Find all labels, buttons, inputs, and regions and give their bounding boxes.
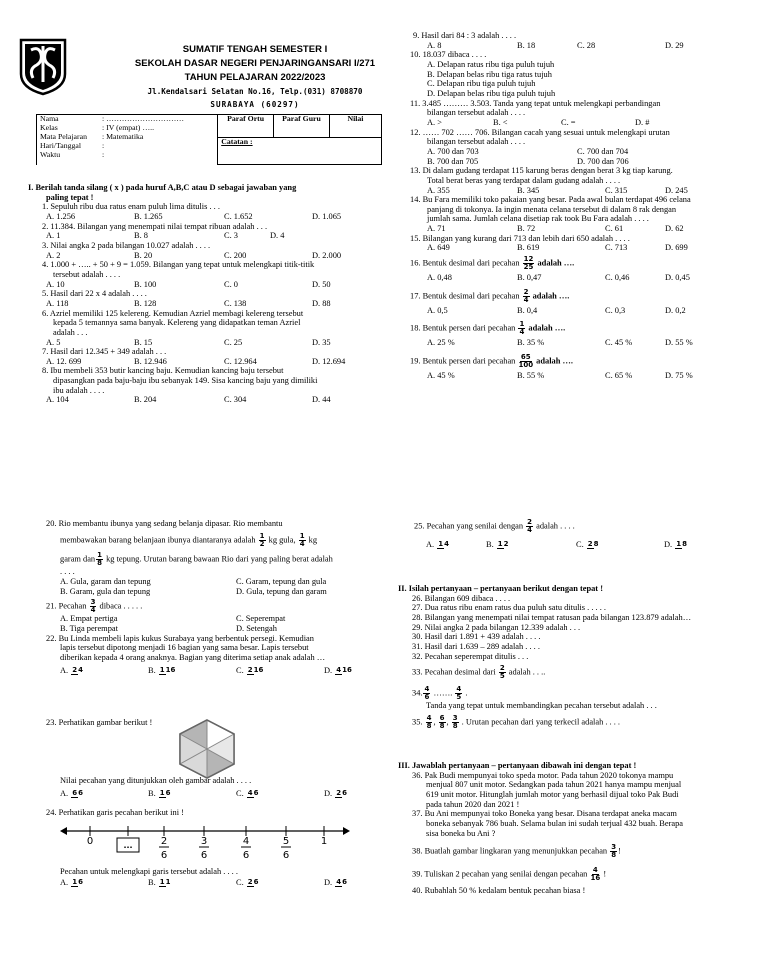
- question-24-text-2: Pecahan untuk melengkapi garis tersebut adalah . . . .: [60, 867, 238, 876]
- option-b[interactable]: B. 700 dan 705: [427, 156, 479, 166]
- question-text: 13. Di dalam gudang terdapat 115 karung beras dengan berat 3 kg tiap karung.: [410, 166, 673, 176]
- option-b[interactable]: B. 100: [134, 279, 157, 289]
- question-12: [410, 128, 750, 167]
- question-7: [28, 347, 374, 366]
- question-text: 2. 11.384. Bilangan yang menempati nilai tempat ribuan adalah . . .: [42, 221, 268, 231]
- option-c[interactable]: C. 46: [236, 789, 259, 798]
- paraf-ortu-cell[interactable]: Paraf Ortu: [218, 115, 274, 138]
- question-39: 39. Tuliskan 2 pecahan yang senilai dengan pecahan $\frac{4}{16}$ !: [412, 866, 607, 883]
- option-a[interactable]: A. 1: [46, 231, 61, 241]
- question-text-2: tersebut adalah . . . .: [53, 269, 121, 279]
- question-6: [28, 309, 374, 348]
- question-text: 25. Pecahan yang senilai dengan: [414, 521, 524, 531]
- option-a[interactable]: A. 118: [46, 298, 69, 308]
- waktu-label: Waktu: [40, 149, 61, 159]
- option-a[interactable]: A. 1.256: [46, 211, 76, 221]
- question-34-text-2: Tanda yang tepat untuk membandingkan pecahan tersebut adalah . . .: [426, 701, 657, 711]
- option-a[interactable]: A. 0,5: [427, 305, 448, 315]
- option-c[interactable]: C. 304: [224, 395, 247, 405]
- option-d[interactable]: D. 18: [664, 540, 687, 549]
- option-c[interactable]: C. 28: [576, 540, 599, 549]
- question-33: 33. Pecahan desimal dari $\frac{2}{5}$ adalah . . ..: [412, 664, 546, 681]
- option-b[interactable]: B. Tiga perempat: [60, 624, 118, 634]
- option-b[interactable]: B. 35 %: [517, 338, 545, 348]
- question-text: 18. Bentuk persen dari pecahan: [410, 323, 516, 333]
- fraction: $\frac{2}{4}$: [527, 518, 533, 534]
- hexagon-figure: [178, 718, 236, 780]
- question-text: 15. Bilangan yang kurang dari 713 dan lebih dari 650 adalah . . . .: [410, 233, 630, 243]
- question-text: 5. Hasil dari 22 x 4 adalah . . . .: [42, 289, 147, 299]
- option-d[interactable]: D. Delapan belas ribu tiga puluh tujuh: [427, 88, 556, 98]
- section-1-title-2: paling tepat !: [46, 192, 94, 202]
- school-year: TAHUN PELAJARAN 2022/2023: [184, 72, 326, 83]
- option-a[interactable]: A. 66: [60, 789, 83, 798]
- question-text: 3. Nilai angka 2 pada bilangan 10.027 adalah . . . .: [42, 240, 211, 250]
- fraction: $\frac{65}{100}$: [518, 353, 534, 370]
- option-c[interactable]: C. 3: [224, 231, 238, 241]
- mapel-field: : Matematika: [102, 131, 144, 141]
- question-28: 28. Bilangan yang menempati nilai tempat ratusan pada bilangan 123.879 adalah…: [412, 612, 692, 622]
- question-21: [46, 599, 370, 633]
- option-a[interactable]: A. >: [427, 117, 442, 127]
- question-40: 40. Rubahlah 50 % kedalam bentuk pecahan biasa !: [412, 886, 586, 896]
- kelas-field[interactable]: : IV (empat) …..: [102, 122, 155, 132]
- option-b[interactable]: B. 12.946: [134, 356, 167, 366]
- question-15: [410, 234, 750, 253]
- fraction-eighth: $\frac{1}{8}$: [97, 551, 102, 568]
- option-d[interactable]: D. 0,45: [665, 273, 690, 283]
- question-tail: adalah ….: [528, 323, 566, 333]
- question-13: [410, 166, 750, 195]
- option-a[interactable]: A. 10: [46, 279, 65, 289]
- option-d[interactable]: D. 699: [665, 243, 688, 253]
- question-text-3: diberikan kepada 4 orang anaknya. Bagian yang diterima setiap anak adalah …: [60, 653, 326, 663]
- option-b[interactable]: B. 18: [517, 40, 536, 50]
- question-text-3: jumlah sama. Jumlah celana disetiap rak took Bu Fara adalah . . . .: [427, 214, 649, 224]
- fraction: $\frac{12}{25}$: [523, 255, 534, 272]
- question-10: [410, 50, 750, 98]
- option-a[interactable]: A. Empat pertiga: [60, 614, 118, 624]
- option-c[interactable]: C. 1.652: [224, 211, 253, 221]
- option-b[interactable]: B. 15: [134, 337, 153, 347]
- option-c[interactable]: C. =: [561, 117, 576, 127]
- number-line-label: 4: [242, 836, 250, 847]
- option-d[interactable]: D. 50: [312, 279, 331, 289]
- option-b[interactable]: B. 55 %: [517, 371, 545, 381]
- option-c[interactable]: C. 200: [224, 250, 247, 260]
- option-b[interactable]: B. 204: [134, 395, 157, 405]
- question-3: [28, 241, 374, 260]
- waktu-field[interactable]: :: [102, 149, 105, 159]
- option-c[interactable]: C. 700 dan 704: [577, 146, 629, 156]
- right-column-bottom: [414, 519, 754, 550]
- option-a[interactable]: A. 14: [426, 540, 449, 549]
- question-11: [410, 99, 750, 128]
- arrow-right-icon: [343, 827, 350, 835]
- number-line: [60, 822, 350, 864]
- fraction: $\frac{3}{4}$: [90, 598, 96, 615]
- question-5: [28, 289, 374, 308]
- question-22: [46, 634, 370, 676]
- question-tail: adalah . . . .: [536, 521, 575, 531]
- question-text: 8. Ibu membeli 353 butir kancing baju. Kemudian kancing baju tersebut: [42, 366, 284, 376]
- option-b[interactable]: B. 8: [134, 231, 148, 241]
- option-c[interactable]: C. 0,3: [605, 305, 626, 315]
- question-tail: adalah ….: [536, 356, 573, 366]
- option-d[interactable]: D. 0,2: [665, 305, 686, 315]
- question-text: 12. …… 702 …… 706. Bilangan cacah yang sesuai untuk melengkapi urutan: [410, 127, 670, 137]
- option-c[interactable]: C. 25: [224, 337, 243, 347]
- section-2: [398, 584, 758, 730]
- question-8: [28, 366, 374, 405]
- option-c[interactable]: C. 26: [236, 878, 259, 887]
- question-16: [410, 256, 750, 283]
- school-city: SURABAYA (60297): [210, 100, 300, 109]
- question-19: [410, 354, 750, 381]
- paraf-guru-cell[interactable]: Paraf Guru: [274, 115, 330, 138]
- option-a[interactable]: A. 12. 699: [46, 356, 82, 366]
- option-b[interactable]: B. 128: [134, 298, 157, 308]
- option-b[interactable]: B. 1.265: [134, 211, 163, 221]
- option-c[interactable]: C. Seperempat: [236, 614, 286, 624]
- right-column-top: [410, 31, 750, 381]
- question-text: 4. 1.000 + ….. + 50 + 9 = 1.059. Bilangan yang tepat untuk melengkapi titik-titik: [42, 260, 315, 270]
- question-25: [414, 519, 754, 550]
- option-d[interactable]: D. 2.000: [312, 250, 342, 260]
- option-b[interactable]: B. Delapan belas ribu tiga ratus tujuh: [427, 69, 552, 79]
- option-d[interactable]: D. Setengah: [236, 624, 277, 634]
- option-a[interactable]: A. 8: [427, 40, 442, 50]
- option-b[interactable]: B. <: [493, 117, 508, 127]
- nama-label: Nama: [40, 114, 59, 123]
- question-text-2: bilangan tersebut adalah . . . .: [427, 108, 526, 118]
- number-line-denominator: 6: [160, 850, 168, 861]
- option-a[interactable]: A. 24: [60, 665, 83, 675]
- question-37: 37. Bu Ani mempunyai toko Boneka yang besar. Disana terdapat aneka macam boneka sebanyak 786 buah. Selama bulan ini sudah terjual 432 buah. Berapa sisa boneka bu Ani ?: [412, 809, 683, 838]
- catatan-cell[interactable]: Catatan :: [218, 138, 382, 165]
- option-d[interactable]: D. 44: [312, 395, 331, 405]
- question-text: 21. Pecahan: [46, 601, 87, 611]
- option-c[interactable]: C. Garam, tepung dan gula: [236, 577, 327, 587]
- left-column-top: [28, 183, 374, 405]
- question-27: 27. Dua ratus ribu enam ratus dua puluh satu ditulis . . . . .: [412, 603, 606, 613]
- section-2-title: II. Isilah pertanyaan – pertanyaan berikut dengan tepat !: [398, 584, 603, 593]
- option-b[interactable]: B. 0,47: [517, 273, 542, 283]
- hari-field[interactable]: :: [102, 140, 105, 150]
- option-c[interactable]: C. 315: [605, 185, 628, 195]
- question-29: 29. Nilai angka 2 pada bilangan 12.339 adalah . . .: [412, 622, 581, 632]
- q20-line-1: 20. Rio membantu ibunya yang sedang belanja dipasar. Rio membantu: [46, 519, 283, 528]
- number-line-label: 2: [160, 836, 168, 847]
- question-24-options: [60, 878, 348, 888]
- number-line-denominator: 6: [282, 850, 290, 861]
- option-c[interactable]: C. 0: [224, 279, 238, 289]
- school-title-1: SUMATIF TENGAH SEMESTER I: [182, 44, 328, 55]
- option-c[interactable]: C. 713: [605, 243, 628, 253]
- option-d[interactable]: D. 4: [270, 231, 285, 241]
- option-b[interactable]: B. 12: [486, 540, 509, 549]
- option-d[interactable]: D. 35: [312, 337, 331, 347]
- question-text-3: ibu adalah . . . .: [53, 385, 105, 395]
- number-line-denominator: 6: [200, 850, 208, 861]
- option-d[interactable]: D. 26: [324, 789, 347, 798]
- number-line-label: ...: [123, 841, 133, 850]
- option-c[interactable]: C. 65 %: [605, 371, 633, 381]
- question-31: 31. Hasil dari 1.639 – 289 adalah . . . .: [412, 641, 540, 651]
- option-a[interactable]: A. Gula, garam dan tepung: [60, 577, 151, 587]
- question-text: 14. Bu Fara memiliki toko pakaian yang besar. Pada awal bulan terdapat 496 celana: [410, 195, 691, 205]
- question-text-2: lapis tersebut dipotong menjadi 16 bagian yang sama besar. Lapis tersebut: [60, 643, 309, 653]
- mapel-label: Mata Pelajaran: [40, 131, 87, 141]
- question-18: [410, 321, 750, 348]
- option-c[interactable]: C. 138: [224, 298, 247, 308]
- question-1: [28, 202, 374, 221]
- question-text-2: dipasangkan pada baju-baju ibu sebanyak 149. Sisa kancing baju yang dimiliki: [53, 376, 318, 386]
- question-text: 7. Hasil dari 12.345 + 349 adalah . . .: [42, 347, 167, 357]
- option-a[interactable]: A. 0,48: [427, 273, 452, 283]
- question-text: 17. Bentuk desimal dari pecahan: [410, 291, 520, 301]
- question-36: 36. Pak Budi mempunyai toko speda motor. Pada tahun 2020 tokonya mampu menjual 807 unit motor. Sedangkan pada tahun 2021 hanya mampu menjual 619 unit motor. Hitunglah jumlah motor yang berhasil dijual toko Pak Budi pada tahun 2020 dan 2021 !: [412, 770, 682, 809]
- option-a[interactable]: A. 104: [46, 395, 69, 405]
- kelas-label: Kelas: [40, 122, 58, 132]
- option-a[interactable]: A. 5: [46, 337, 61, 347]
- question-text-2: Total berat beras yang terdapat dalam gudang adalah . . . .: [427, 175, 621, 185]
- number-line-label: 0: [86, 836, 94, 847]
- option-c[interactable]: C. 28: [577, 40, 596, 50]
- question-text: 10. 18.037 dibaca . . . .: [410, 50, 487, 60]
- school-address: Jl.Kendalsari Selatan No.16, Telp.(031) 8708870: [147, 87, 363, 96]
- option-d[interactable]: D. 29: [665, 40, 684, 50]
- question-text: 1. Sepuluh ribu dua ratus enam puluh lima ditulis . . .: [42, 202, 220, 212]
- question-34: 34. $\frac{4}{6}$ ……. $\frac{4}{5}$ .: [412, 685, 468, 702]
- option-c[interactable]: C. 216: [236, 665, 264, 675]
- section-1-title: I. Berilah tanda silang ( x ) pada huruf A,B,C atau D sebagai jawaban yang: [28, 183, 297, 192]
- option-a[interactable]: A. 2: [46, 250, 61, 260]
- left-column-bottom: [46, 519, 370, 675]
- option-b[interactable]: B. 619: [517, 243, 540, 253]
- fraction-half: $\frac{1}{2}$: [259, 532, 265, 549]
- option-a[interactable]: A. 700 dan 703: [427, 146, 479, 156]
- question-text-2: kepada 5 temannya sama banyak. Kelereng yang didapatkan teman Azriel: [53, 318, 301, 328]
- option-a[interactable]: A. 649: [427, 243, 450, 253]
- q20-line-4: . . . .: [60, 567, 75, 577]
- number-line-label: 5: [282, 836, 290, 847]
- option-d[interactable]: D. 88: [312, 298, 331, 308]
- question-23-text: 23. Perhatikan gambar berikut !: [46, 718, 153, 727]
- nilai-cell[interactable]: Nilai: [329, 115, 381, 138]
- fraction: $\frac{1}{4}$: [519, 320, 525, 337]
- option-d[interactable]: D. 75 %: [665, 371, 693, 381]
- question-17: [410, 289, 750, 316]
- option-c[interactable]: C. 0,46: [605, 273, 630, 283]
- student-info-table: [36, 114, 382, 165]
- option-a[interactable]: A. 25 %: [427, 338, 455, 348]
- question-text: 19. Bentuk persen dari pecahan: [410, 356, 516, 366]
- question-text: 9. Hasil dari 84 : 3 adalah . . . .: [413, 31, 517, 40]
- option-a[interactable]: A. 16: [60, 878, 83, 887]
- question-23-options: [60, 789, 348, 799]
- question-tail: adalah ….: [532, 291, 570, 301]
- question-text: 16. Bentuk desimal dari pecahan: [410, 258, 520, 268]
- option-d[interactable]: D. 700 dan 706: [577, 156, 629, 166]
- option-b[interactable]: B. 11: [148, 878, 171, 887]
- question-tail: adalah ….: [537, 258, 575, 268]
- question-14: [410, 195, 750, 234]
- nama-field[interactable]: : …………………………: [102, 114, 185, 123]
- q20-line-2: membawakan barang belanjaan ibunya diantaranya adalah $\frac{1}{2}$ kg gula, $\frac{1}{4}$ kg: [60, 532, 318, 549]
- option-a[interactable]: A. 71: [427, 224, 446, 234]
- question-24-text: 24. Perhatikan garis pecahan berikut ini !: [46, 808, 184, 817]
- number-line-denominator: 6: [242, 850, 250, 861]
- question-text-2: panjang di tokonya. Ia ingin menata celana tersebut di dalam 8 rak dengan: [427, 204, 677, 214]
- option-b[interactable]: B. Garam, gula dan tepung: [60, 586, 151, 596]
- school-title-2: SEKOLAH DASAR NEGERI PENJARINGANSARI I/271: [134, 58, 376, 69]
- option-b[interactable]: B. 72: [517, 224, 536, 234]
- question-text: 6. Azriel memiliki 125 kelereng. Kemudian Azriel membagi kelereng tersebut: [42, 308, 304, 318]
- number-line-label: 3: [200, 836, 208, 847]
- fraction: $\frac{2}{4}$: [523, 287, 529, 304]
- hari-label: Hari/Tanggal: [40, 140, 82, 150]
- question-text: 11. 3.485 ……… 3.503. Tanda yang tepat untuk melengkapi perbandingan: [410, 98, 661, 108]
- question-23-text-2: Nilai pecahan yang ditunjukkan oleh gambar adalah . . . .: [60, 776, 252, 785]
- question-2: [28, 222, 374, 241]
- option-b[interactable]: B. 0,4: [517, 305, 538, 315]
- option-a[interactable]: A. 45 %: [427, 371, 455, 381]
- question-38: 38. Buatlah gambar lingkaran yang menunjukkan pecahan $\frac{3}{8}$ !: [412, 843, 621, 860]
- option-b[interactable]: B. 20: [134, 250, 153, 260]
- option-c[interactable]: C. 61: [605, 224, 624, 234]
- section-3-title: III. Jawablah pertanyaan – pertanyaan dibawah ini dengan tepat !: [398, 761, 637, 770]
- question-20: [46, 519, 370, 596]
- option-d[interactable]: D. 245: [665, 185, 688, 195]
- option-d[interactable]: D. 1.065: [312, 211, 342, 221]
- option-d[interactable]: D. 416: [324, 665, 352, 675]
- section-3: [398, 761, 758, 896]
- option-d[interactable]: D. 12.694: [312, 356, 346, 366]
- option-b[interactable]: B. 116: [148, 665, 176, 675]
- fraction-quarter: $\frac{1}{4}$: [299, 532, 305, 549]
- question-text-3: adalah . . .: [53, 327, 88, 337]
- question-32: 32. Pecahan seperempat ditulis . . .: [412, 651, 529, 661]
- option-d[interactable]: D. 62: [665, 224, 684, 234]
- question-35: 35. $\frac{4}{8}$ , $\frac{6}{8}$ , $\frac{3}{8}$ . Urutan pecahan dari yang terkecil adalah . . . .: [412, 713, 621, 730]
- option-c[interactable]: C. Delapan ribu tiga puluh tujuh: [427, 79, 536, 89]
- option-a[interactable]: A. 355: [427, 185, 450, 195]
- question-text-2: bilangan tersebut adalah . . . .: [427, 137, 526, 147]
- question-9: [410, 31, 750, 50]
- option-d[interactable]: D. 55 %: [665, 338, 693, 348]
- question-tail: dibaca . . . . .: [99, 601, 143, 611]
- option-d[interactable]: D. #: [635, 117, 650, 127]
- option-c[interactable]: C. 12.964: [224, 356, 257, 366]
- option-b[interactable]: B. 16: [148, 789, 171, 798]
- arrow-left-icon: [60, 827, 67, 835]
- question-text: 22. Bu Linda membeli lapis kukus Surabaya yang berbentuk persegi. Kemudian: [46, 633, 314, 643]
- option-a[interactable]: A. Delapan ratus ribu tiga puluh tujuh: [427, 59, 555, 69]
- option-b[interactable]: B. 345: [517, 185, 540, 195]
- option-d[interactable]: D. 46: [324, 878, 347, 887]
- question-26: 26. Bilangan 609 dibaca . . . .: [412, 593, 511, 603]
- question-4: [28, 260, 374, 289]
- number-line-label: 1: [320, 836, 328, 847]
- option-c[interactable]: C. 45 %: [605, 338, 633, 348]
- option-d[interactable]: D. Gula, tepung dan garam: [236, 586, 327, 596]
- question-30: 30. Hasil dari 1.891 + 439 adalah . . . .: [412, 632, 541, 642]
- q20-line-3: garam dan $\frac{1}{8}$ kg tepung. Urutan barang bawaan Rio dari yang paling berat adalah: [60, 551, 333, 568]
